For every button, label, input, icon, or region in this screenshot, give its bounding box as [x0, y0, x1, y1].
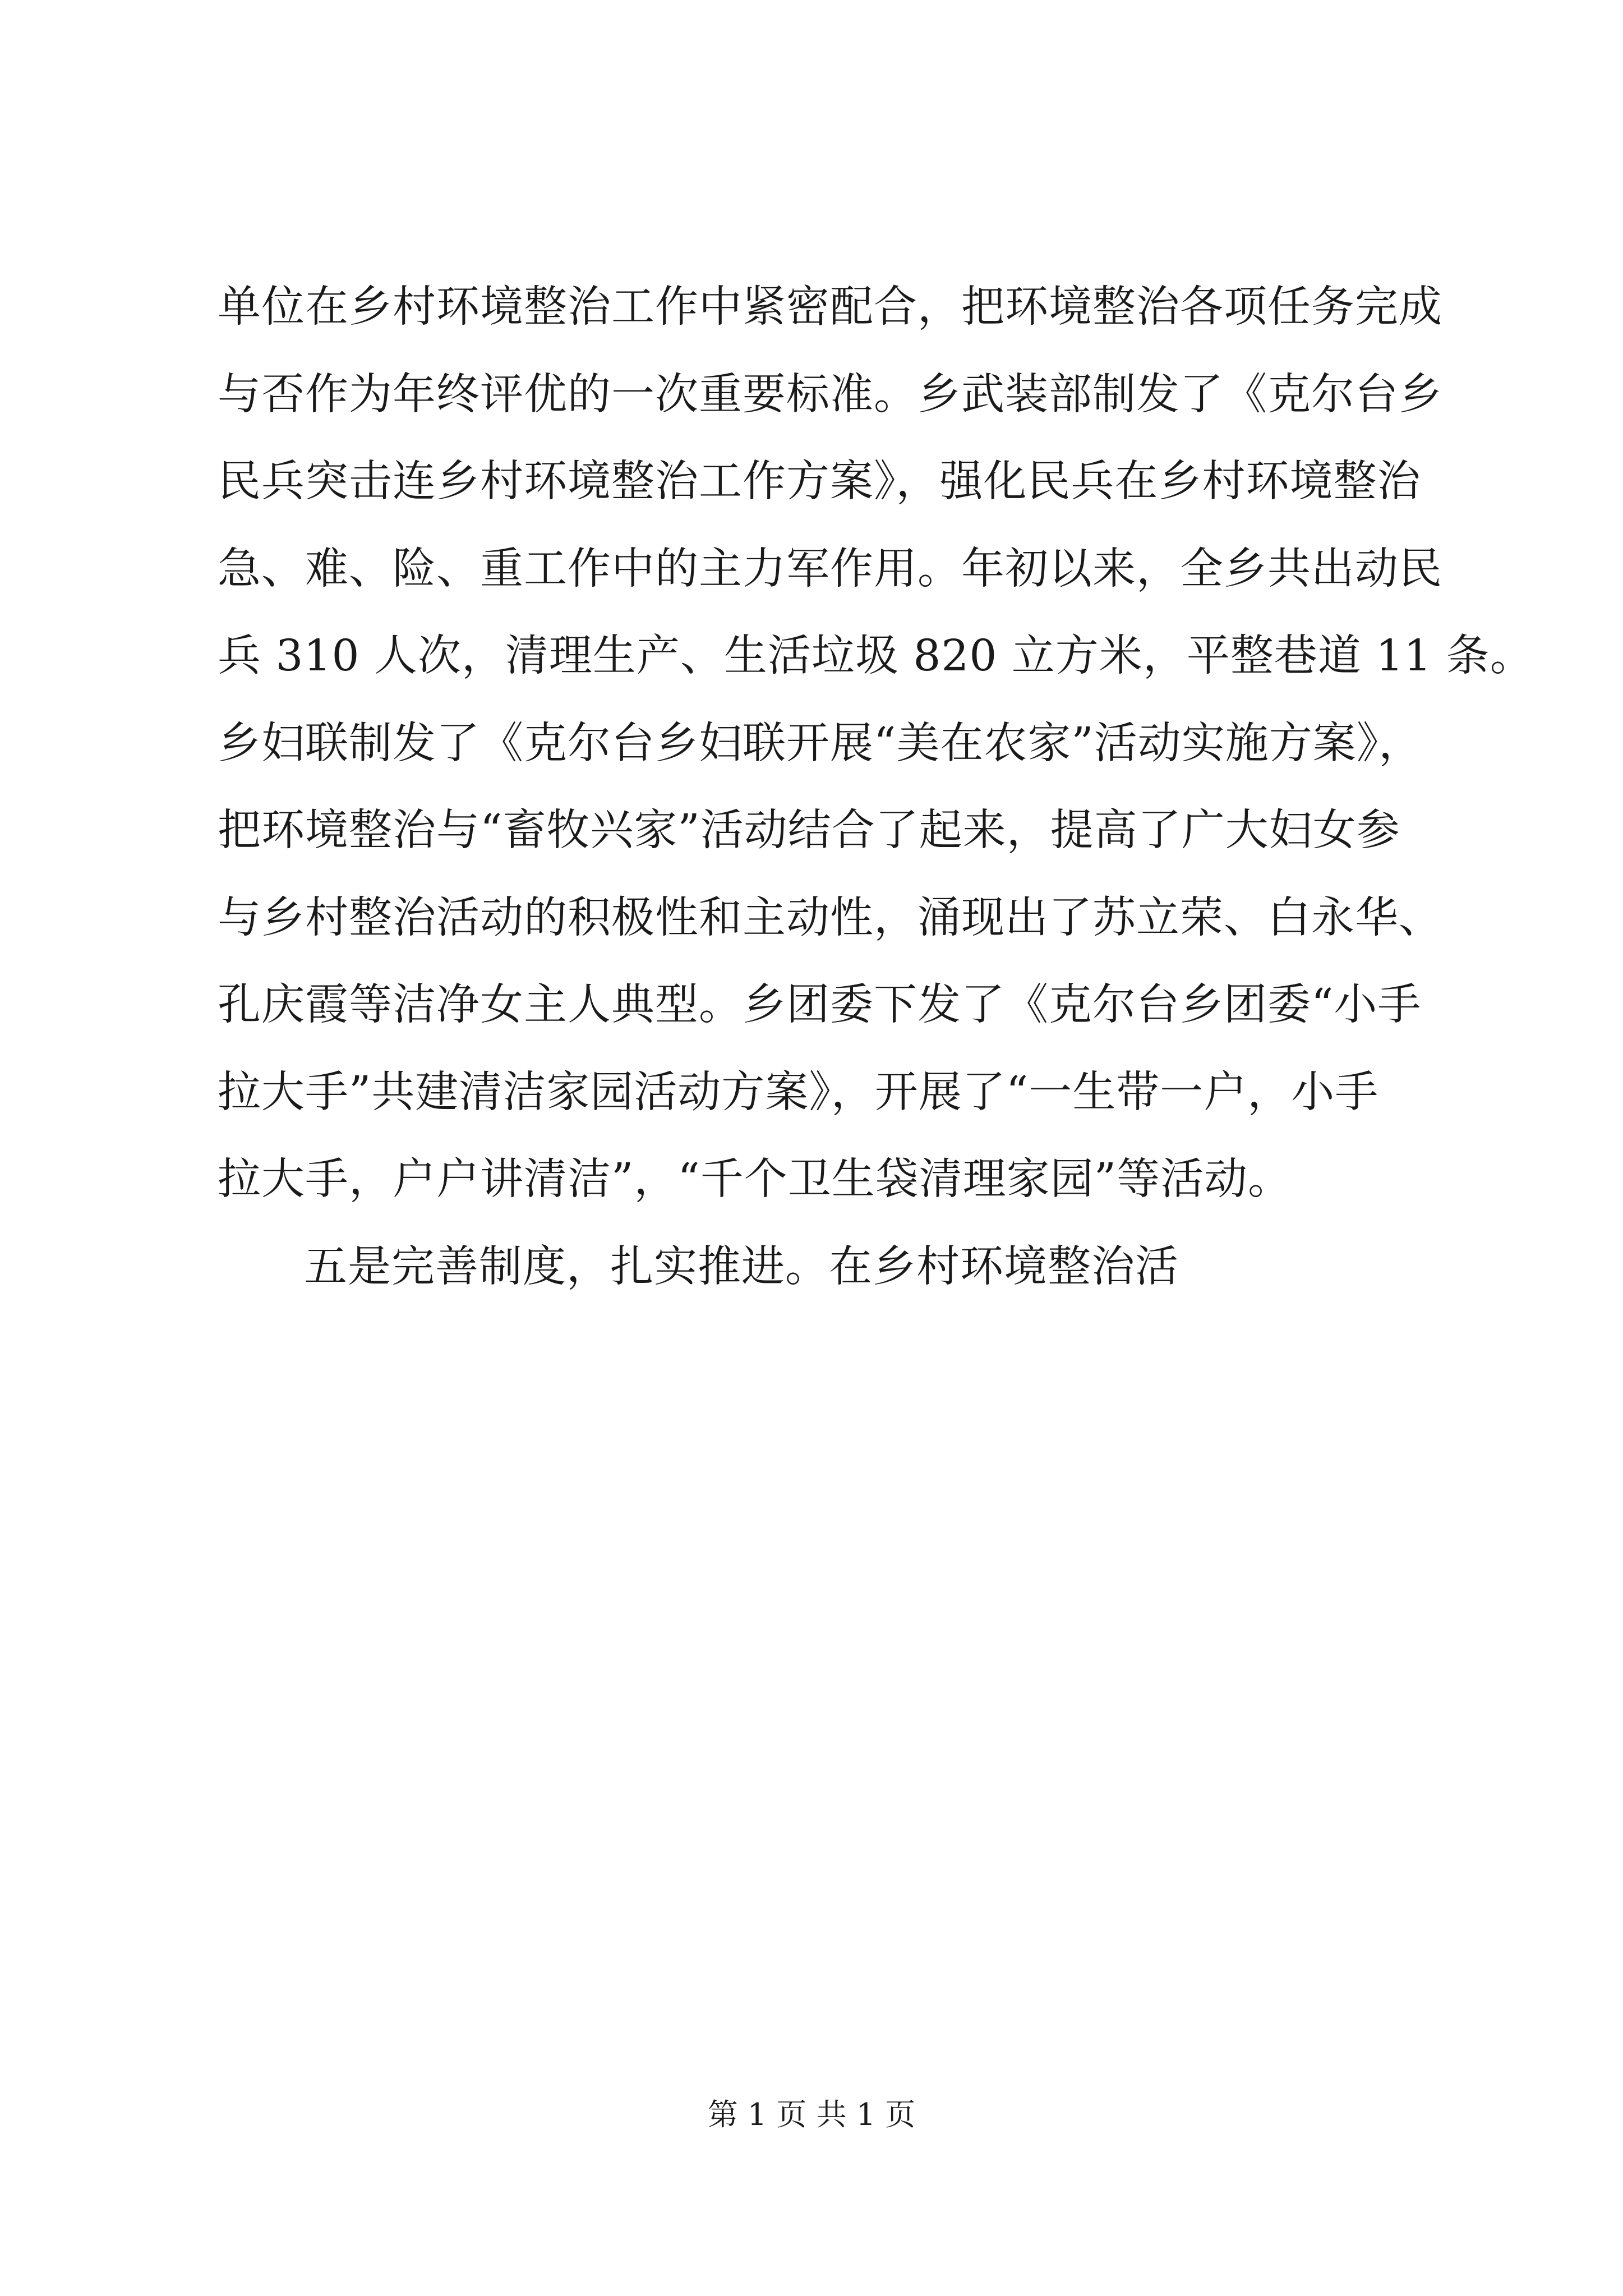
text-line-3: 民兵突击连乡村环境整治工作方案》，强化民兵在乡村环境整治	[218, 457, 1421, 507]
page-footer: 第 1 页 共 1 页	[707, 2097, 916, 2132]
document-body	[218, 264, 1534, 1310]
text-line-2: 与否作为年终评优的一次重要标准。乡武装部制发了《克尔台乡	[218, 369, 1442, 420]
paragraph-2-start: 五是完善制度，扎实推进。在乡村环境整治活	[304, 1241, 1179, 1292]
text-line-11: 拉大手，户户讲清洁”，“千个卫生袋清理家园”等活动。	[218, 1154, 1292, 1204]
text-line-4: 急、难、险、重工作中的主力军作用。年初以来，全乡共出动民	[218, 544, 1442, 594]
text-line-5: 兵 310 人次，清理生产、生活垃圾 820 立方米，平整巷道 11 条。	[218, 631, 1534, 681]
text-line-10: 拉大手”共建清洁家园活动方案》，开展了“一生带一户，小手	[218, 1067, 1379, 1117]
text-line-7: 把环境整治与“畜牧兴家”活动结合了起来，提高了广大妇女参	[218, 806, 1400, 855]
text-line-6: 乡妇联制发了《克尔台乡妇联开展“美在农家”活动实施方案》，	[218, 718, 1423, 769]
text-line-8: 与乡村整治活动的积极性和主动性，涌现出了苏立荣、白永华、	[218, 892, 1442, 943]
text-line-9: 孔庆霞等洁净女主人典型。乡团委下发了《克尔台乡团委“小手	[218, 980, 1422, 1030]
text-line-1: 单位在乡村环境整治工作中紧密配合，把环境整治各项任务完成	[218, 282, 1442, 332]
